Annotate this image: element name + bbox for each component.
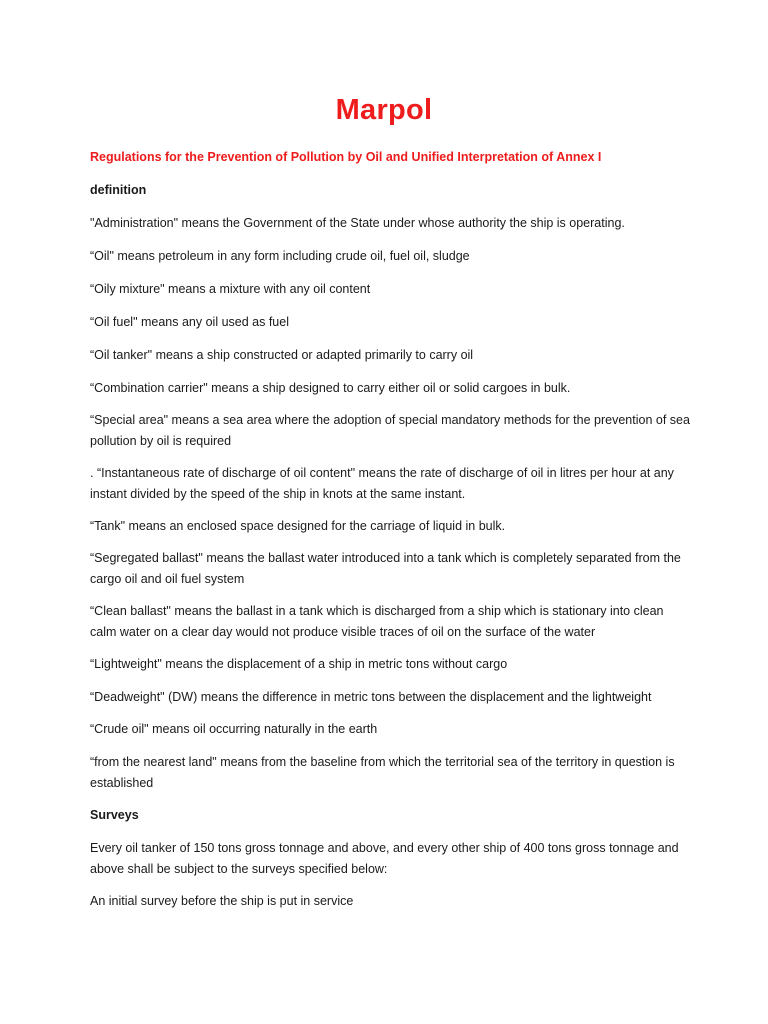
page-subtitle: Regulations for the Prevention of Pollution by Oil and Unified Interpretation of Annex I [90, 150, 602, 164]
definition-paragraph: “from the nearest land" means from the baseline from which the territorial sea of the territory in question is established [90, 755, 675, 790]
definition-paragraph: “Combination carrier" means a ship designed to carry either oil or solid cargoes in bulk. [90, 381, 571, 395]
section-heading-surveys: Surveys [90, 808, 139, 822]
definition-paragraph: “Oil fuel" means any oil used as fuel [90, 315, 289, 329]
page-title: Marpol [335, 94, 433, 126]
definition-paragraph: “Oil" means petroleum in any form including crude oil, fuel oil, sludge [90, 249, 470, 263]
definition-paragraph: “Deadweight" (DW) means the difference in metric tons between the displacement and the lightweight [90, 690, 652, 704]
section-heading-definition: definition [90, 183, 147, 197]
survey-paragraph: Every oil tanker of 150 tons gross tonnage and above, and every other ship of 400 tons gross tonnage and above shall be subject to the surveys specified below: [90, 841, 679, 876]
definition-paragraph: “Clean ballast" means the ballast in a tank which is discharged from a ship which is stationary into clean calm water on a clear day would not produce visible traces of oil on the surface of the water [90, 604, 664, 639]
definition-paragraph: “Segregated ballast" means the ballast water introduced into a tank which is completely separated from the cargo oil and oil fuel system [90, 551, 681, 586]
definition-paragraph: “Lightweight" means the displacement of a ship in metric tons without cargo [90, 657, 508, 671]
definition-paragraph: “Special area" means a sea area where the adoption of special mandatory methods for the prevention of sea pollution by oil is required [90, 413, 690, 448]
definition-paragraph: “Crude oil" means oil occurring naturally in the earth [90, 722, 378, 736]
definition-paragraph: "Administration" means the Government of the State under whose authority the ship is operating. [90, 216, 625, 230]
definition-paragraph: “Oil tanker" means a ship constructed or adapted primarily to carry oil [90, 348, 474, 362]
definition-paragraph: “Oily mixture" means a mixture with any oil content [90, 282, 371, 296]
definition-paragraph: . “Instantaneous rate of discharge of oil content" means the rate of discharge of oil in litres per hour at any instant divided by the speed of the ship in knots at the same instant. [90, 466, 674, 501]
survey-paragraph: An initial survey before the ship is put in service [90, 894, 354, 908]
definition-paragraph: “Tank" means an enclosed space designed for the carriage of liquid in bulk. [90, 519, 506, 533]
